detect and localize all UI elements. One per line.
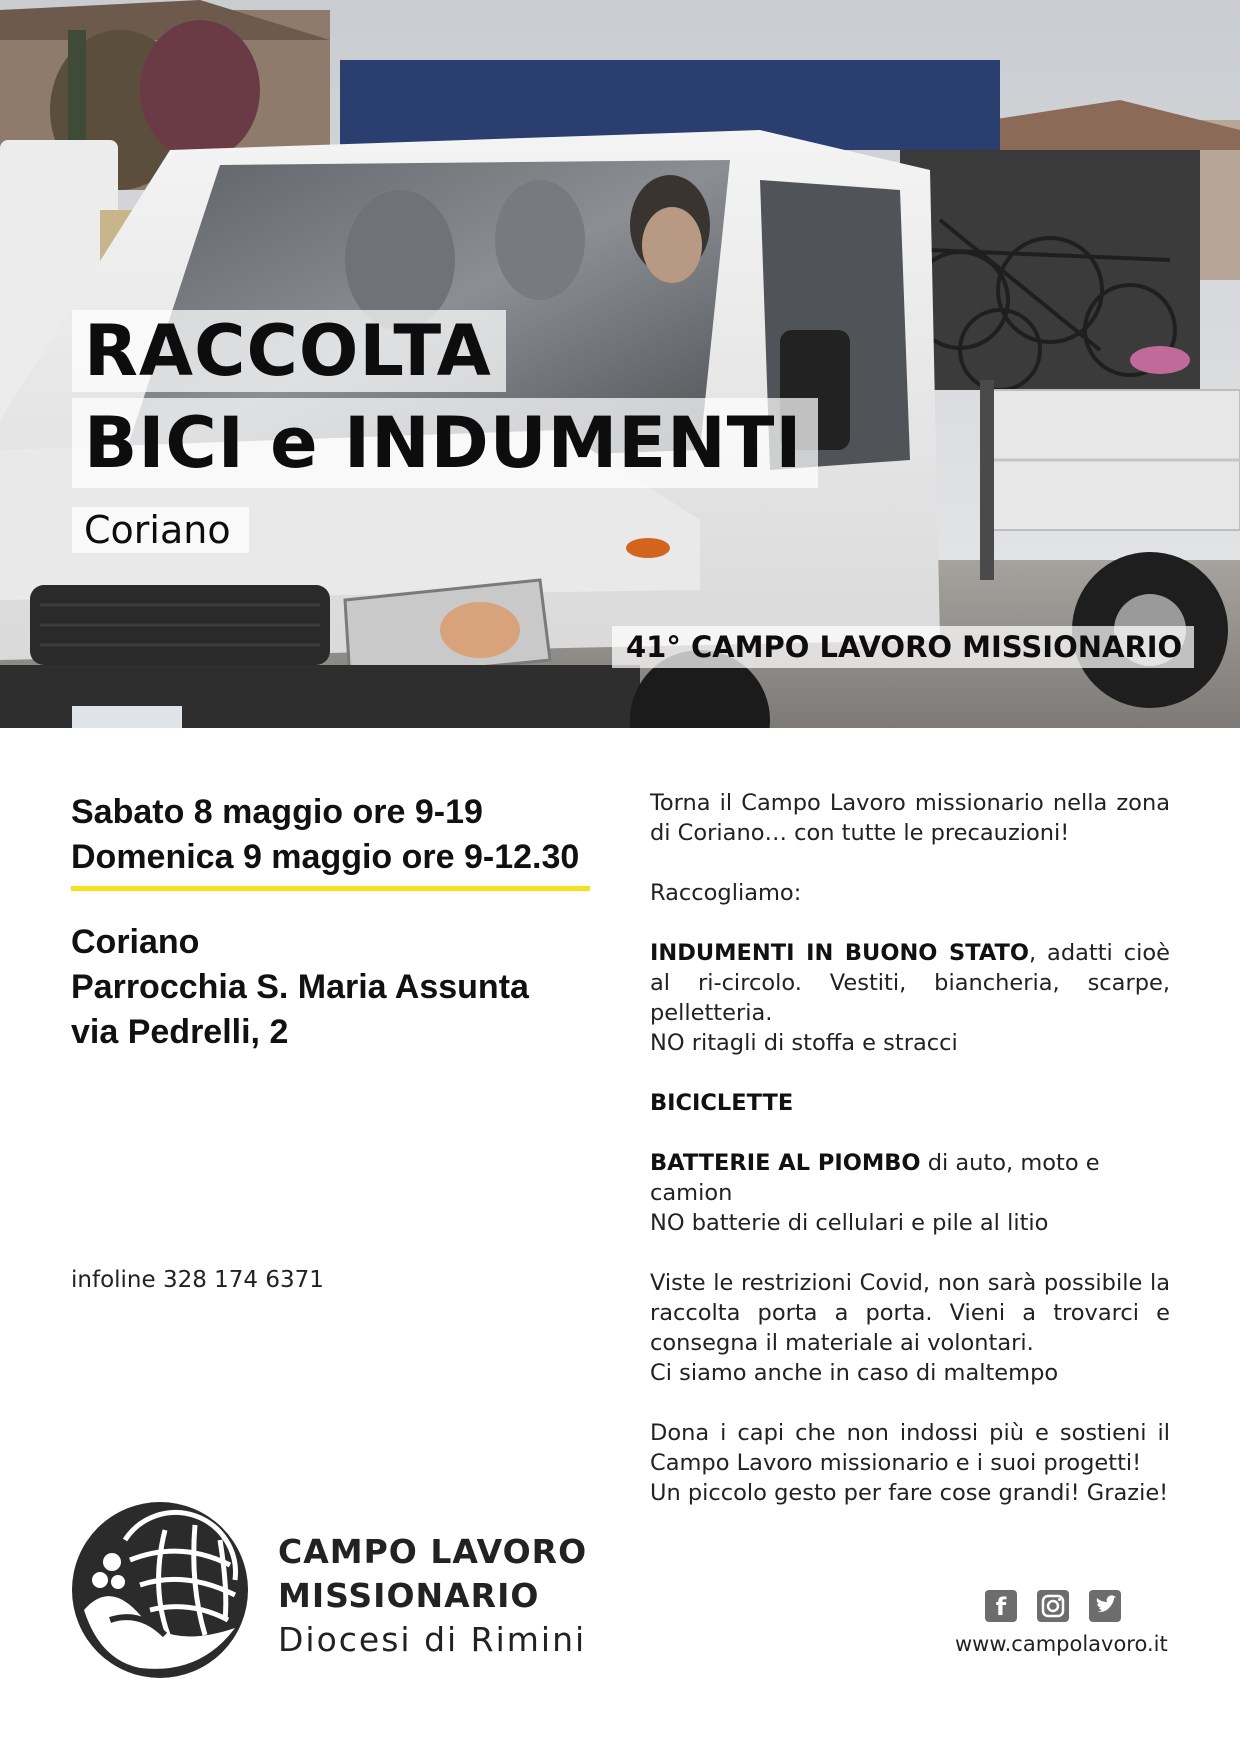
address-street: via Pedrelli, 2: [71, 1013, 289, 1051]
batteries-text: di auto, moto e camion: [650, 1150, 1100, 1206]
batteries-paragraph: [650, 1148, 1170, 1238]
website-link[interactable]: www.campolavoro.it: [955, 1632, 1168, 1656]
campo-lavoro-logo: [70, 1500, 250, 1680]
social-icons: [985, 1590, 1121, 1624]
batteries-bold: BATTERIE AL PIOMBO: [650, 1150, 921, 1176]
intro-paragraph: Torna il Campo Lavoro missionario nella zona di Coriano… con tutte le precauzioni!: [650, 790, 1170, 846]
covid-paragraph: [650, 1268, 1170, 1388]
bikes-bold: BICICLETTE: [650, 1090, 794, 1116]
batteries-no: NO batterie di cellulari e pile al litio: [650, 1210, 1049, 1236]
clothes-no: NO ritagli di stoffa e stracci: [650, 1030, 958, 1056]
clothes-paragraph: [650, 938, 1170, 1058]
clothes-text: , adatti cioè al ri-circolo. Vestiti, biancheria, scarpe, pelletteria.: [650, 940, 1170, 1026]
poster-title-line2: BICI e INDUMENTI: [72, 398, 818, 488]
yellow-divider: [71, 886, 590, 891]
infoline-phone: infoline 328 174 6371: [71, 1267, 324, 1293]
weather-text: Ci siamo anche in caso di maltempo: [650, 1360, 1059, 1386]
clothes-bold: INDUMENTI IN BUONO STATO: [650, 940, 1029, 966]
donate-paragraph: [650, 1418, 1170, 1508]
schedule-sunday: Domenica 9 maggio ore 9-12.30: [71, 838, 580, 876]
instagram-icon[interactable]: [1037, 1590, 1069, 1622]
location-subtitle: Coriano: [72, 507, 249, 553]
thanks-text: Un piccolo gesto per fare cose grandi! Grazie!: [650, 1480, 1169, 1506]
description-text: [650, 788, 1170, 1538]
org-name-line2: MISSIONARIO: [278, 1576, 540, 1615]
address-place: Parrocchia S. Maria Assunta: [71, 968, 529, 1006]
covid-text: Viste le restrizioni Covid, non sarà possibile la raccolta porta a porta. Vieni a trovarci e consegna il materiale ai volontari.: [650, 1270, 1170, 1356]
address-town: Coriano: [71, 923, 200, 961]
event-address: [71, 920, 529, 1055]
poster-title-line1: RACCOLTA: [72, 310, 506, 392]
org-diocese: Diocesi di Rimini: [278, 1620, 587, 1659]
hero-photo: [0, 0, 1240, 728]
edition-label: 41° CAMPO LAVORO MISSIONARIO: [612, 626, 1194, 668]
org-name-line1: CAMPO LAVORO: [278, 1532, 588, 1571]
schedule-saturday: Sabato 8 maggio ore 9-19: [71, 793, 483, 831]
collect-heading: Raccogliamo:: [650, 880, 802, 906]
twitter-icon[interactable]: [1089, 1590, 1121, 1622]
bikes-paragraph: [650, 1088, 1170, 1118]
organization-name: [278, 1530, 587, 1662]
donate-text: Dona i capi che non indossi più e sostieni il Campo Lavoro missionario e i suoi progetti!: [650, 1420, 1170, 1476]
event-schedule: [71, 790, 579, 880]
facebook-icon[interactable]: f: [985, 1590, 1017, 1622]
